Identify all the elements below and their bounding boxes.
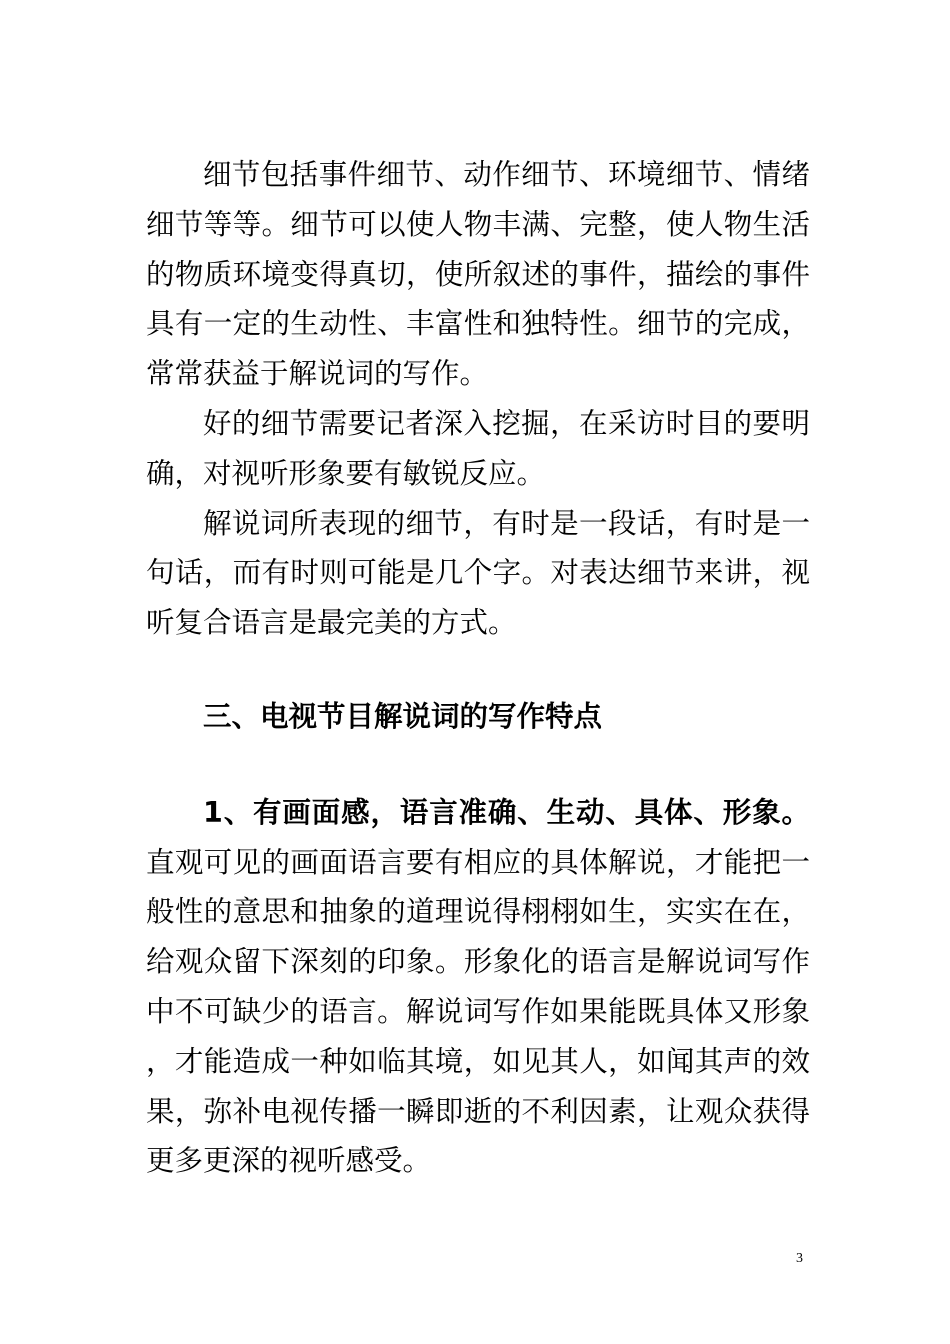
- section-heading: 三、电视节目解说词的写作特点: [203, 699, 603, 733]
- page-number: 3: [796, 1251, 803, 1266]
- paragraph-detail-expression: 解说词所表现的细节，有时是一段话，有时是一句话，而有时则可能是几个字。对表达细节来讲，视听复合语言是最完美的方式。: [146, 506, 810, 640]
- point-1-body: 直观可见的画面语言要有相应的具体解说，才能把一般性的意思和抽象的道理说得栩栩如生，实实在在，给观众留下深刻的印象。形象化的语言是解说词写作中不可缺少的语言。解说词写作如果能既具体又形象，才能造成一种如临其境，如见其人，如闻其声的效果，弥补电视传播一瞬即逝的不利因素，让观众获得更多更深的视听感受。: [146, 845, 810, 1178]
- paragraph-detail-types: 细节包括事件细节、动作细节、环境细节、情绪细节等等。细节可以使人物丰满、完整，使人物生活的物质环境变得真切，使所叙述的事件，描绘的事件具有一定的生动性、丰富性和独特性。细节的完成，常常获益于解说词的写作。: [146, 158, 810, 391]
- paragraph-detail-reporter: 好的细节需要记者深入挖掘，在采访时目的要明确，对视听形象要有敏锐反应。: [146, 406, 810, 490]
- paragraph-point-1: [146, 788, 810, 1186]
- page-content: [146, 150, 810, 1186]
- point-1-title: 1、有画面感，语言准确、生动、具体、形象。: [203, 795, 810, 829]
